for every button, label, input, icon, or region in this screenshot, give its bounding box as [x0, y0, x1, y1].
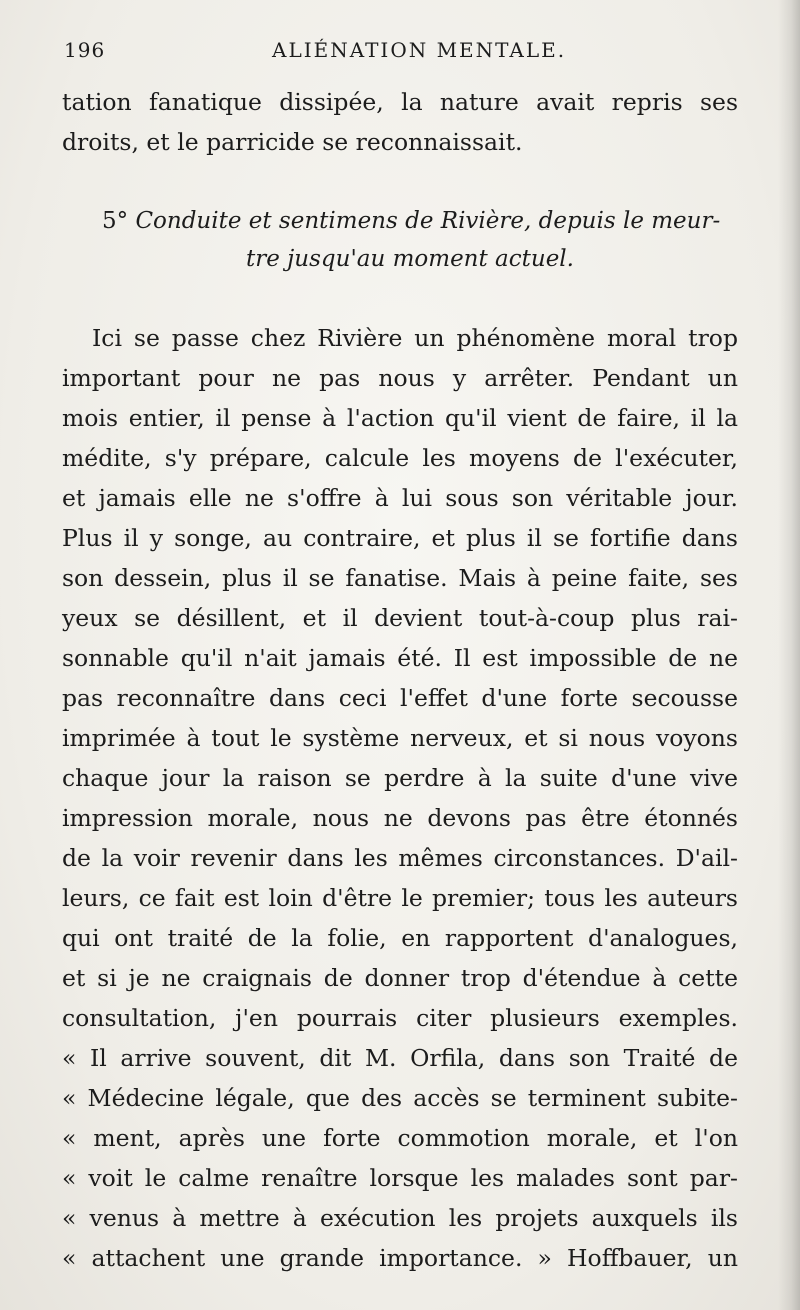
text-line: « Médecine légale, que des accès se terminent subite- [62, 1084, 738, 1112]
page-number: 196 [64, 38, 106, 62]
text-line: impression morale, nous ne devons pas être étonnés [62, 804, 738, 832]
text-line: de la voir revenir dans les mêmes circonstances. D'ail- [62, 844, 738, 872]
paragraph-continuation [62, 82, 738, 162]
text-line: mois entier, il pense à l'action qu'il vient de faire, il la [62, 404, 738, 432]
text-line: « ment, après une forte commotion morale, et l'on [62, 1124, 738, 1152]
text-line: leurs, ce fait est loin d'être le premier; tous les auteurs [62, 884, 738, 912]
section-number: 5° [102, 208, 129, 234]
text-line: et si je ne craignais de donner trop d'étendue à cette [62, 964, 738, 992]
text-line: « voit le calme renaître lorsque les malades sont par- [62, 1164, 738, 1192]
text-line: yeux se désillent, et il devient tout-à-coup plus rai- [62, 604, 738, 632]
text-line: Plus il y songe, au contraire, et plus il se fortifie dans [62, 524, 738, 552]
section-heading-line-2: tre jusqu'au moment actuel. [246, 246, 574, 272]
section-heading [62, 202, 738, 278]
text-line: chaque jour la raison se perdre à la suite d'une vive [62, 764, 738, 792]
page-header [64, 38, 734, 78]
text-line: Ici se passe chez Rivière un phénomène moral trop [92, 324, 738, 352]
text-line: consultation, j'en pourrais citer plusieurs exemples. [62, 1004, 738, 1032]
running-head: ALIÉNATION MENTALE. [272, 38, 567, 62]
text-line: « venus à mettre à exécution les projets auxquels ils [62, 1204, 738, 1232]
text-line: médite, s'y prépare, calcule les moyens de l'exécuter, [62, 444, 738, 472]
text-line: et jamais elle ne s'offre à lui sous son véritable jour. [62, 484, 738, 512]
text-line: imprimée à tout le système nerveux, et si nous voyons [62, 724, 738, 752]
section-heading-text-1: Conduite et sentimens de Rivière, depuis le meur- [135, 208, 721, 234]
text-line: pas reconnaître dans ceci l'effet d'une forte secousse [62, 684, 738, 712]
page-edge-shadow [778, 0, 800, 1310]
text-line: tation fanatique dissipée, la nature avait repris ses [62, 88, 738, 116]
paragraph-main [62, 318, 738, 1278]
text-line: « Il arrive souvent, dit M. Orfila, dans son Traité de [62, 1044, 738, 1072]
text-line: important pour ne pas nous y arrêter. Pendant un [62, 364, 738, 392]
text-line: droits, et le parricide se reconnaissait. [62, 128, 523, 156]
text-line: « attachent une grande importance. » Hoffbauer, un [62, 1244, 738, 1272]
section-heading-line-1 [62, 202, 738, 240]
text-line: sonnable qu'il n'ait jamais été. Il est impossible de ne [62, 644, 738, 672]
text-line: qui ont traité de la folie, en rapportent d'analogues, [62, 924, 738, 952]
text-line: son dessein, plus il se fanatise. Mais à peine faite, ses [62, 564, 738, 592]
